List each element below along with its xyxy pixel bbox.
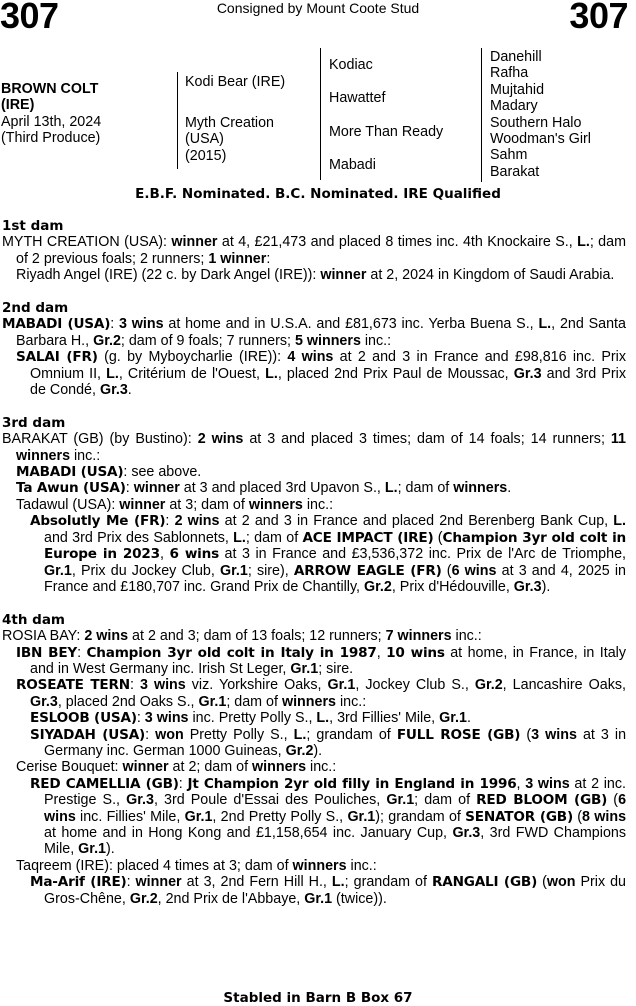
esloob-entry: ESLOOB (USA): 3 wins inc. Pretty Polly S., L., 3rd Fillies' Mile, Gr.1. [30,710,471,727]
gen4-3: Mujtahid [490,81,545,98]
pedigree-dam [185,115,274,164]
first-dam-produce: Riyadh Angel (IRE) (22 c. by Dark Angel (IRE)): winner at 2, 2024 in Kingdom of Saudi Arabia. [16,267,615,284]
dam-line-3: (2015) [185,147,227,164]
lot-number-left: 307 [0,0,59,36]
pedigree-divider-2 [320,48,321,180]
gen4-5: Southern Halo [490,114,582,131]
heading-4th-dam: 4th dam [2,611,65,628]
gen3-2: Hawattef [329,90,386,106]
gen3-3: More Than Ready [329,124,444,140]
gen4-list [490,49,591,180]
absolutly-me-entry: Absolutly Me (FR): 2 wins at 2 and 3 in France and placed 2nd Berenberg Bank Cup, L. and 3rd Prix des Sablonnets, L.; dam of ACE IMPACT (IRE) (Champion 3yr old colt in Europe in 2023, 6 wins at 3 in France and £3,536,372 inc. Prix de l'Arc de Triomphe, Gr.1, Prix du Jockey Club, Gr.1; sire), ARROW EAGLE (FR) (6 wins at 3 and 4, 2025 in France and £180,707 inc. Grand Prix de Chantilly, Gr.2, Prix d'Hédouville, Gr.3). [30,513,627,595]
pedigree-divider-3 [481,48,482,182]
nominations: E.B.F. Nominated. B.C. Nominated. IRE Qualified [135,186,501,202]
fourth-dam-entry: ROSIA BAY: 2 wins at 2 and 3; dam of 13 foals; 12 runners; 7 winners inc.: [2,628,482,645]
salai-entry: SALAI (FR) (g. by Myboycharlie (IRE)): 4 wins at 2 and 3 in France and £98,816 inc. Prix Omnium II, L., Critérium de l'Ouest, L., placed 2nd Prix Paul de Moussac, Gr.3 and 3rd Prix de Condé, Gr.3. [16,349,627,399]
pedigree-divider-1 [177,72,178,169]
stabling-footer: Stabled in Barn B Box 67 [223,990,413,1006]
gen4-6: Woodman's Girl [490,131,591,148]
consignor-line: Consigned by Mount Coote Stud [216,0,420,16]
heading-2nd-dam: 2nd dam [2,300,69,317]
pedigree-subject [1,81,101,147]
gen3-4: Mabadi [329,157,376,173]
red-camellia-entry: RED CAMELLIA (GB): Jt Champion 2yr old filly in England in 1996, 3 wins at 2 inc. Prestige S., Gr.3, 3rd Poule d'Essai des Pouliches, Gr.1; dam of RED BLOOM (GB) (6 wins inc. Fillies' Mile, Gr.1, 2nd Pretty Polly S., Gr.1); grandam of SENATOR (GB) (8 wins at home and in Hong Kong and £1,158,654 inc. January Cup, Gr.3, 3rd FWD Champions Mile, Gr.1). [30,775,627,858]
tadawul-entry: Tadawul (USA): winner at 3; dam of winners inc.: [16,496,334,513]
siyadah-entry: SIYADAH (USA): won Pretty Polly S., L.; grandam of FULL ROSE (GB) (3 wins at 3 in Germany inc. German 1000 Guineas, Gr.2). [30,726,627,759]
cerise-bouquet-entry: Cerise Bouquet: winner at 2; dam of winners inc.: [16,759,337,776]
section-4th-dam [2,612,626,907]
taqreem-entry: Taqreem (IRE): placed 4 times at 3; dam of winners inc.: [16,857,377,874]
heading-3rd-dam: 3rd dam [2,414,66,431]
mabadi-ref: MABADI (USA): see above. [16,464,202,481]
section-3rd-dam [2,415,626,595]
subject-title-2: (IRE) [1,97,35,114]
subject-title-1: BROWN COLT [1,81,99,97]
catalogue-content [2,218,626,907]
gen4-1: Danehill [490,49,542,65]
gen4-2: Rafha [490,65,529,82]
heading-1st-dam: 1st dam [2,218,64,234]
third-dam-entry: BARAKAT (GB) (by Bustino): 2 wins at 3 and placed 3 times; dam of 14 foals; 14 runners; 11 winners inc.: [2,431,627,464]
gen4-4: Madary [490,98,538,115]
lot-number-right: 307 [569,0,628,36]
gen3-1: Kodiac [329,57,373,73]
gen4-8: Barakat [490,163,540,180]
section-2nd-dam [2,300,626,398]
dam-line-1: Myth Creation [185,115,274,131]
ma-arif-entry: Ma-Arif (IRE): winner at 3, 2nd Fern Hill H., L.; grandam of RANGALI (GB) (won Prix du Gros-Chêne, Gr.2, 2nd Prix de l'Abbaye, Gr.1 (twice)). [30,874,627,907]
pedigree-sire: Kodi Bear (IRE) [185,74,286,90]
gen4-7: Sahm [490,147,528,164]
ibn-bey-entry: IBN BEY: Champion 3yr old colt in Italy in 1987, 10 wins at home, in France, in Italy and in West Germany inc. Irish St Leger, Gr.1; sire. [16,644,626,677]
ta-awun-entry: Ta Awun (USA): winner at 3 and placed 3rd Upavon S., L.; dam of winners. [16,480,512,497]
subject-foaled: April 13th, 2024 [1,113,102,130]
first-dam-entry: MYTH CREATION (USA): winner at 4, £21,473 and placed 8 times inc. 4th Knockaire S., L.; dam of 2 previous foals; 2 runners; 1 winner: [2,234,626,267]
second-dam-entry: MABADI (USA): 3 wins at home and in U.S.A. and £81,673 inc. Yerba Buena S., L., 2nd Santa Barbara H., Gr.2; dam of 9 foals; 7 runners; 5 winners inc.: [2,316,626,349]
dam-line-2: (USA) [185,131,224,148]
section-1st-dam [2,218,626,284]
roseate-tern-entry: ROSEATE TERN: 3 wins viz. Yorkshire Oaks, Gr.1, Jockey Club S., Gr.2, Lancashire Oaks, Gr.3, placed 2nd Oaks S., Gr.1; dam of winners inc.: [16,677,627,710]
subject-produce: (Third Produce) [1,130,101,147]
